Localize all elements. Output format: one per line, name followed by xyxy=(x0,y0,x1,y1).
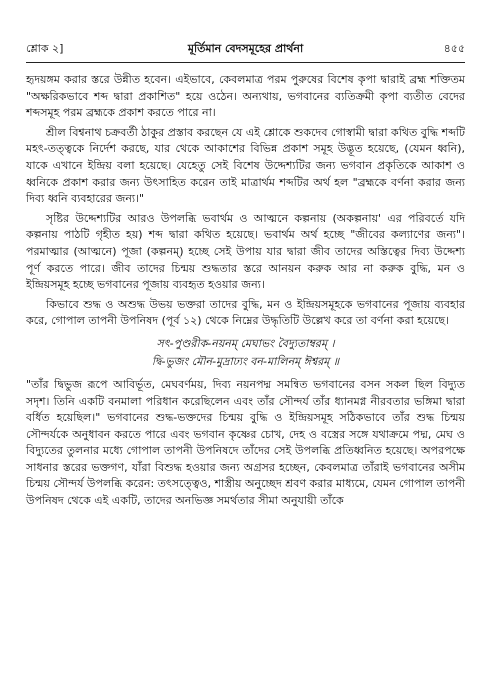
verse-reference: শ্লোক ২] xyxy=(26,42,64,55)
verse-line-2: দ্বি-ভুজং মৌন-মুদ্রাঢ্যং বন-মালিনম্‌ ঈশ্বরম্‌ ॥ xyxy=(151,354,340,368)
chapter-title: মূর্তিমান বেদসমূহের প্রার্থনা xyxy=(187,42,304,55)
sanskrit-verse xyxy=(26,335,465,371)
page-body xyxy=(26,72,465,513)
paragraph-5: "তাঁর দ্বিভুজ রূপে আবির্ভূত, মেঘবর্ণময়, দিব্য নয়নপদ্ম সমন্বিত ভগবানের বসন সকল ছিল বিদ্যুত সদৃশ। তিনি একটি বনমালা পরিধান করেছিলেন এবং তাঁর সৌন্দর্য তাঁর ধ্যানমগ্ন নীরবতার ভঙ্গিমা দ্বারা বর্ধিত হয়েছিল।" ভগবানের শুদ্ধ-ভক্তদের চিন্ময় বুদ্ধি ও ইন্দ্রিয়সমূহ সঠিকভাবে তাঁর শুদ্ধ চিন্ময় সৌন্দর্যকে অনুধাবন করতে পারে এবং ভগবান কৃষ্ণের চোখ, দেহ ও বস্ত্রের সঙ্গে যথাক্রমে পদ্ম, মেঘ ও বিদ্যুতের তুলনার মধ্যে গোপাল তাপনী উপনিষদে তাঁদের সেই উপলব্ধি প্রতিধ্বনিত হয়েছে। অপরপক্ষে সাধনার স্তরের ভক্তগণ, যাঁরা বিশুদ্ধ হওয়ার জন্য অগ্রসর হচ্ছেন, কেবলমাত্র তাঁরাই ভগবানের অসীম চিন্ময় সৌন্দর্য উপলব্ধি করেন: তৎসত্ত্বেও, শাস্ত্রীয় অনুচ্ছেদ শ্রবণ করার মাধ্যমে, যেমন গোপাল তাপনী উপনিষদ থেকে এই একটি, তাদের অনভিজ্ঞ সমর্থতার সীমা অনুযায়ী তাঁকে xyxy=(26,377,465,508)
verse-line-1: সৎ-পুণ্ডরীক-নয়নম্‌ মেঘাভং বৈদ্যুতাম্বরম্‌ । xyxy=(156,336,335,350)
paragraph-3: সৃষ্টির উদ্দেশ্যটির আরও উপলব্ধি ভবার্থম ও আত্মনে কল্পনায় (অকল্পনায়' এর পরিবর্তে যদি কল্পনায় পাঠটি গৃহীত হয়) শব্দ দ্বারা কথিত হয়েছে। ভবার্থম অর্থ হচ্ছে "জীবের কল্যাণের জন্য"। পরমাত্মার (আত্মনে) পূজা (কল্পনম্) হচ্ছে সেই উপায় যার দ্বারা জীব তাদের অস্তিত্বের দিব্য উদ্দেশ্য পূর্ণ করতে পারে। জীব তাদের চিন্ময় শুদ্ধতার স্তরে আনয়ন করুক আর না করুক বুদ্ধি, মন ও ইন্দ্রিয়সমূহ হচ্ছে ভগবানের পূজায় ব্যবহৃত হওয়ার জন্য। xyxy=(26,211,465,292)
page-number: ৪৫৫ xyxy=(443,42,465,55)
paragraph-4: কিভাবে শুদ্ধ ও অশুদ্ধ উভয় ভক্তরা তাদের বুদ্ধি, মন ও ইন্দ্রিয়সমূহকে ভগবানের পূজায় ব্যবহার করে, গোপাল তাপনী উপনিষদ (পূর্ব ১২) থেকে নিম্নের উদ্ধৃতিটি উল্লেখ করে তা বর্ণনা করা হয়েছে। xyxy=(26,297,465,328)
page-header xyxy=(26,40,465,58)
header-rule xyxy=(26,62,465,63)
paragraph-2: শ্রীল বিশ্বনাথ চক্রবর্তী ঠাকুর প্রস্তাব করছেন যে এই শ্লোকে শুকদেব গোস্বামী দ্বারা কথিত বুদ্ধি শব্দটি মহৎ-তত্ত্বকে নির্দেশ করছে, যার থেকে আকাশের বিভিন্ন প্রকাশ সমূহ উদ্ভূত হয়েছে, (যেমন ধ্বনি), যাকে এখানে ইন্দ্রিয় বলা হয়েছে। যেহেতু সেই বিশেষ উদ্দেশ্যটির জন্য ভগবান প্রকৃতিকে আকাশ ও ধ্বনিকে প্রকাশ করার জন্য উৎসাহিত করেন তাই মাত্রাৰ্থম শব্দটির অর্থ হল "ব্রহ্মকে বর্ণনা করার জন্য দিব্য ধ্বনি ব্যবহারের জন্য।" xyxy=(26,125,465,206)
paragraph-1: হৃদয়ঙ্গম করার স্তরে উন্নীত হবেন। এইভাবে, কেবলমাত্র পরম পুরুষের বিশেষ কৃপা দ্বারাই ব্রহ্ম শক্তিতম "অক্ষরিকভাবে শব্দ দ্বারা প্রকাশিত" হয়ে ওঠেন। অন্যথায়, ভগবানের ব্যতিক্রমী কৃপা ব্যতীত বেদের শব্দসমূহ পরম ব্রহ্মকে প্রকাশ করতে পারে না। xyxy=(26,73,465,120)
